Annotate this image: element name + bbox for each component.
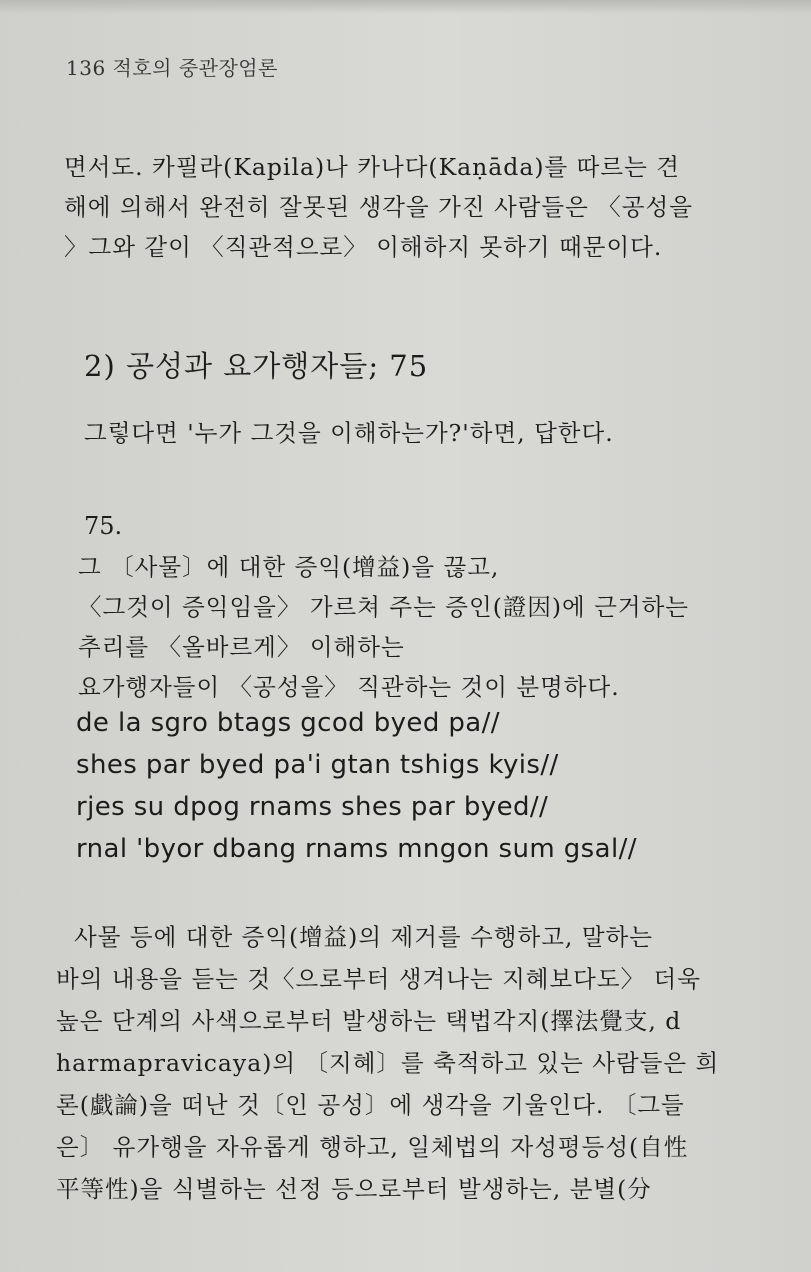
commentary-line-2: 바의 내용을 듣는 것〈으로부터 생겨나는 지혜보다도〉 더욱 [56, 965, 701, 993]
intro-line-3: 〉그와 같이 〈직관적으로〉 이해하지 못하기 때문이다. [64, 233, 663, 261]
commentary-line-3: 높은 단계의 사색으로부터 발생하는 택법각지(擇法覺支, d [56, 1007, 682, 1035]
verse-korean-line-2: 〈그것이 증익임을〉 가르쳐 주는 증인(證因)에 근거하는 [78, 593, 690, 621]
intro-line-1: 면서도. 카필라(Kapila)나 카나다(Kaṇāda)를 따르는 견 [64, 153, 680, 181]
intro-line-2: 해에 의해서 완전히 잘못된 생각을 가진 사람들은 〈공성을 [64, 193, 693, 221]
verse-tibetan-line-2: shes par byed pa'i gtan tshigs kyis// [76, 750, 559, 780]
verse-tibetan-line-1: de la sgro btags gcod byed pa// [76, 708, 500, 738]
commentary-line-1: 사물 등에 대한 증익(增益)의 제거를 수행하고, 말하는 [74, 923, 653, 951]
running-header: 136 적호의 중관장엄론 [66, 56, 278, 80]
question-line: 그렇다면 '누가 그것을 이해하는가?'하면, 답한다. [84, 419, 614, 447]
commentary-line-7: 平等性)을 식별하는 선정 등으로부터 발생하는, 분별(分 [56, 1175, 652, 1203]
verse-number: 75. [84, 512, 123, 540]
page-edge-shadow [0, 0, 811, 14]
verse-korean-line-1: 그 〔사물〕에 대한 증익(增益)을 끊고, [78, 553, 500, 581]
verse-korean-line-4: 요가행자들이 〈공성을〉 직관하는 것이 분명하다. [78, 673, 620, 701]
verse-korean-line-3: 추리를 〈올바르게〉 이해하는 [78, 633, 405, 661]
verse-tibetan-line-4: rnal 'byor dbang rnams mngon sum gsal// [76, 834, 637, 864]
verse-tibetan-line-3: rjes su dpog rnams shes par byed// [76, 792, 549, 822]
commentary-line-6: 은〕 유가행을 자유롭게 행하고, 일체법의 자성평등성(自性 [56, 1133, 689, 1161]
commentary-line-4: harmapravicaya)의 〔지혜〕를 축적하고 있는 사람들은 희 [56, 1049, 720, 1077]
commentary-line-5: 론(戱論)을 떠난 것〔인 공성〕에 생각을 기울인다. 〔그들 [56, 1091, 685, 1119]
section-heading: 2) 공성과 요가행자들; 75 [84, 349, 429, 383]
